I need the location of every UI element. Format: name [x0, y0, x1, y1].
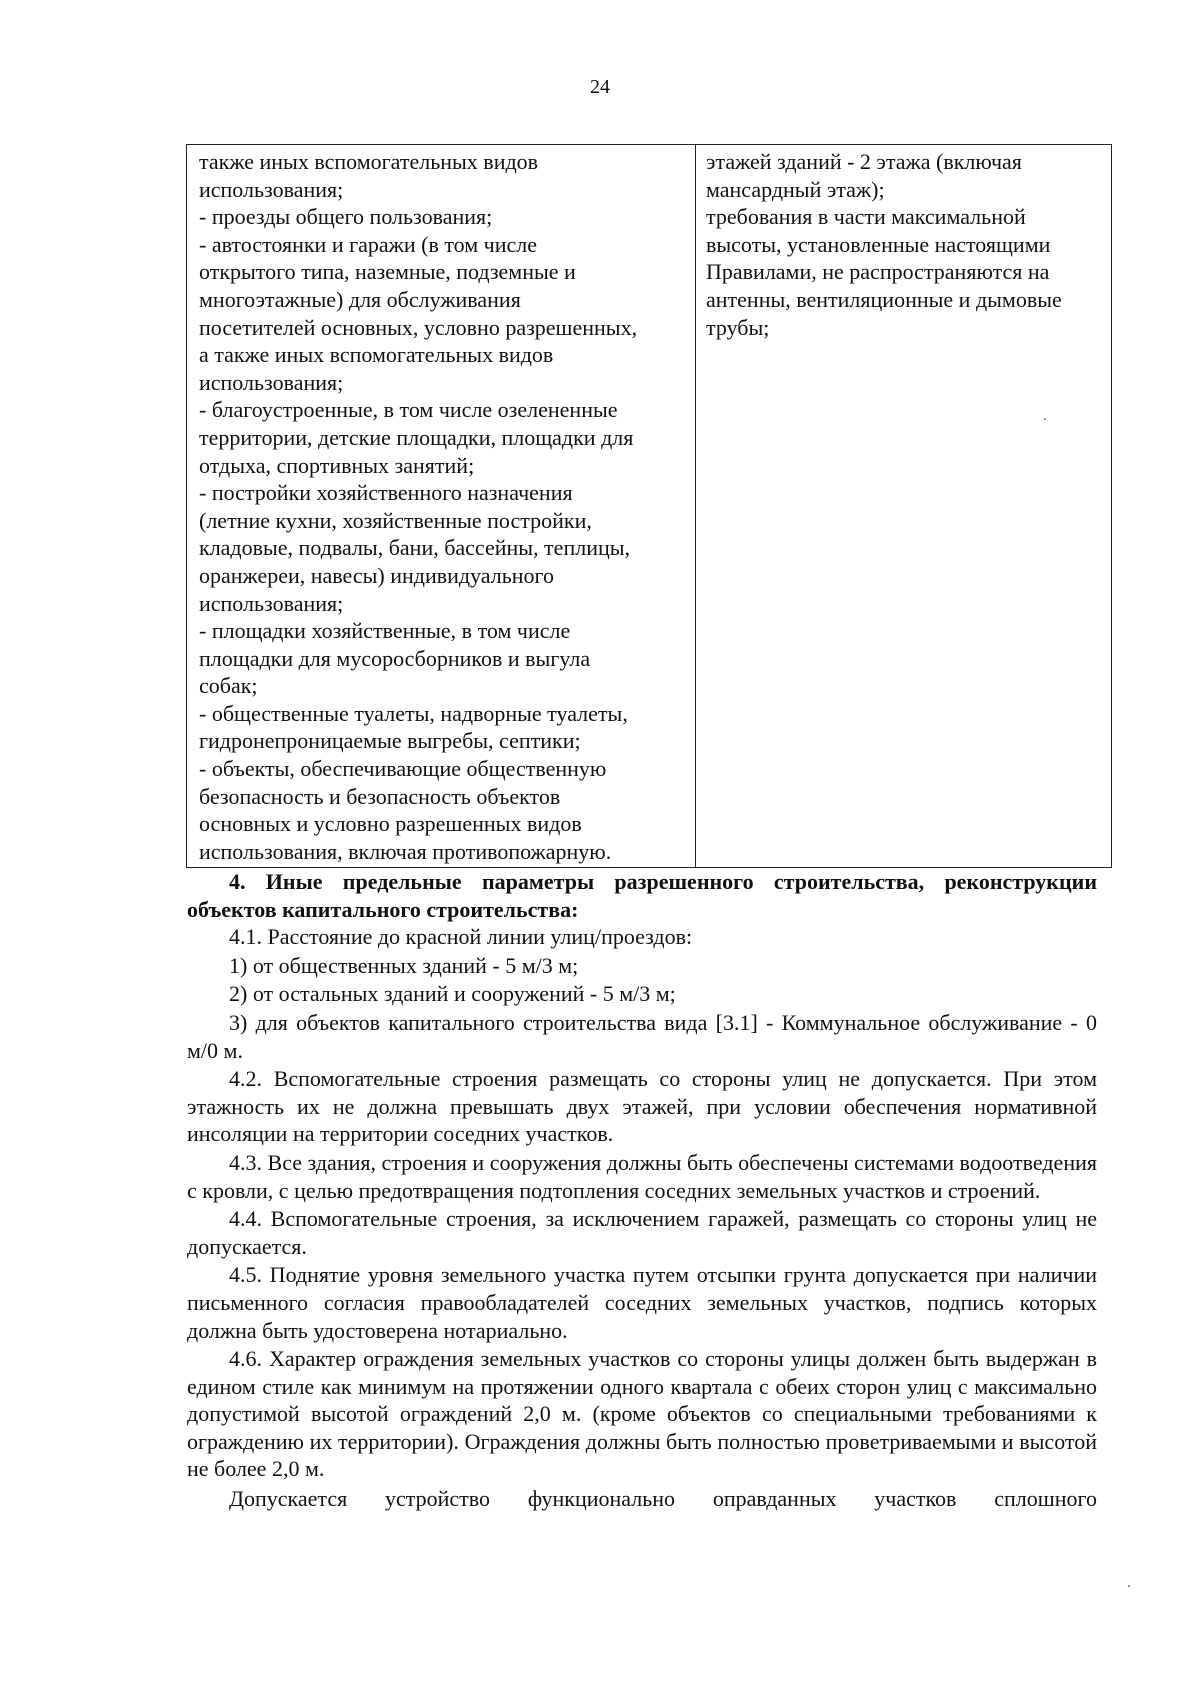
continuation-word: сплошного: [994, 1486, 1097, 1512]
table-cell-line: - площадки хозяйственные, в том числе: [199, 618, 571, 644]
continuation-word: функционально: [527, 1486, 676, 1512]
continuation-word: Допускается: [229, 1486, 348, 1512]
table-cell-line: использования, включая противопожарную.: [199, 838, 612, 864]
table-cell-line: многоэтажные) для обслуживания: [199, 286, 521, 312]
table-cell-line: отдыха, спортивных занятий;: [199, 452, 475, 478]
scan-speck: [1128, 1585, 1130, 1587]
table-cell-line: использования;: [199, 369, 344, 395]
table-cell-line: - объекты, обеспечивающие общественную: [199, 756, 607, 782]
table-cell-line: открытого типа, наземные, подземные и: [199, 259, 576, 285]
table-cell-line: (летние кухни, хозяйственные постройки,: [199, 507, 592, 533]
table-cell-line: - благоустроенные, в том числе озелененные: [199, 397, 618, 423]
section-4: [187, 868, 1097, 1513]
table-cell-line: - автостоянки и гаражи (в том числе: [199, 231, 538, 257]
paragraph-4-1-item-2: 2) от остальных зданий и сооружений - 5 м/3 м;: [229, 981, 676, 1007]
table-cell-line: также иных вспомогательных видов: [199, 149, 539, 174]
table-cell-line: - постройки хозяйственного назначения: [199, 480, 573, 506]
paragraph-4-1-item-3: 3) для объектов капитального строительства вида [3.1] - Коммунальное обслуживание - 0 м/0 м.: [187, 1009, 1097, 1063]
table-cell-line: Правилами, не распространяются на: [706, 259, 1050, 285]
scan-speck: [1044, 418, 1046, 420]
continuation-line: [187, 1485, 1097, 1513]
table-cell-line: - проезды общего пользования;: [199, 204, 493, 230]
paragraph-4-3: 4.3. Все здания, строения и сооружения должны быть обеспечены системами водоотведения с кровли, с целью предотвращения подтопления соседних земельных участков и строений.: [187, 1149, 1097, 1203]
table-cell-line: территории, детские площадки, площадки для: [199, 424, 634, 450]
table-cell-line: требования в части максимальной: [706, 204, 1026, 230]
table-cell-line: а также иных вспомогательных видов: [199, 342, 554, 368]
paragraph-4-6: 4.6. Характер ограждения земельных участков со стороны улицы должен быть выдержан в едином стиле как минимум на протяжении одного квартала с обеих сторон улиц с максимально допустимой высотой ограждений 2,0 м. (кроме объектов со специальными требованиями к ограждению их территории). Ограждения должны быть полностью проветриваемыми и высотой не более 2,0 м.: [187, 1346, 1097, 1482]
table-cell-line: посетителей основных, условно разрешенных,: [199, 314, 638, 340]
section-heading: 4. Иные предельные параметры разрешенного строительства, реконструкции объектов капитального строительства:: [187, 869, 1097, 922]
continuation-word: оправданных: [712, 1486, 837, 1512]
table-cell-line: площадки для мусоросборников и выгула: [199, 645, 591, 671]
table-cell-left: [187, 145, 696, 868]
paragraph-4-1: 4.1. Расстояние до красной линии улиц/проездов:: [229, 924, 693, 950]
table-cell-line: собак;: [199, 673, 258, 699]
continuation-word: участков: [874, 1486, 957, 1512]
parameters-table: [186, 144, 1112, 868]
table-cell-line: трубы;: [706, 314, 770, 340]
table-cell-line: гидронепроницаемые выгребы, септики;: [199, 728, 581, 754]
table-cell-right: [696, 145, 1112, 868]
paragraph-4-5: 4.5. Поднятие уровня земельного участка путем отсыпки грунта допускается при наличии письменного согласия правообладателей соседних земельных участков, подпись которых должна быть удостоверена нотариально.: [187, 1262, 1097, 1343]
paragraph-4-2: 4.2. Вспомогательные строения размещать со стороны улиц не допускается. При этом этажность их не должна превышать двух этажей, при условии обеспечения нормативной инсоляции на территории соседних участков.: [187, 1066, 1097, 1147]
paragraph-4-1-item-1: 1) от общественных зданий - 5 м/3 м;: [229, 952, 579, 978]
table-cell-line: антенны, вентиляционные и дымовые: [706, 286, 1062, 312]
table-cell-line: этажей зданий - 2 этажа (включая: [706, 149, 1022, 174]
continuation-word: устройство: [384, 1486, 491, 1512]
table-cell-line: мансардный этаж);: [706, 176, 885, 202]
table-row: [187, 145, 1112, 868]
table-cell-line: безопасность и безопасность объектов: [199, 783, 561, 809]
table-cell-line: оранжереи, навесы) индивидуального: [199, 562, 555, 588]
table-cell-line: кладовые, подвалы, бани, бассейны, теплицы,: [199, 535, 631, 561]
table-cell-line: основных и условно разрешенных видов: [199, 811, 582, 837]
table-cell-line: использования;: [199, 176, 344, 202]
table-cell-line: использования;: [199, 590, 344, 616]
page-number: 24: [590, 76, 610, 98]
table-cell-line: высоты, установленные настоящими: [706, 231, 1051, 257]
table-cell-line: - общественные туалеты, надворные туалеты,: [199, 700, 628, 726]
paragraph-4-4: 4.4. Вспомогательные строения, за исключением гаражей, размещать со стороны улиц не допускается.: [187, 1206, 1097, 1259]
